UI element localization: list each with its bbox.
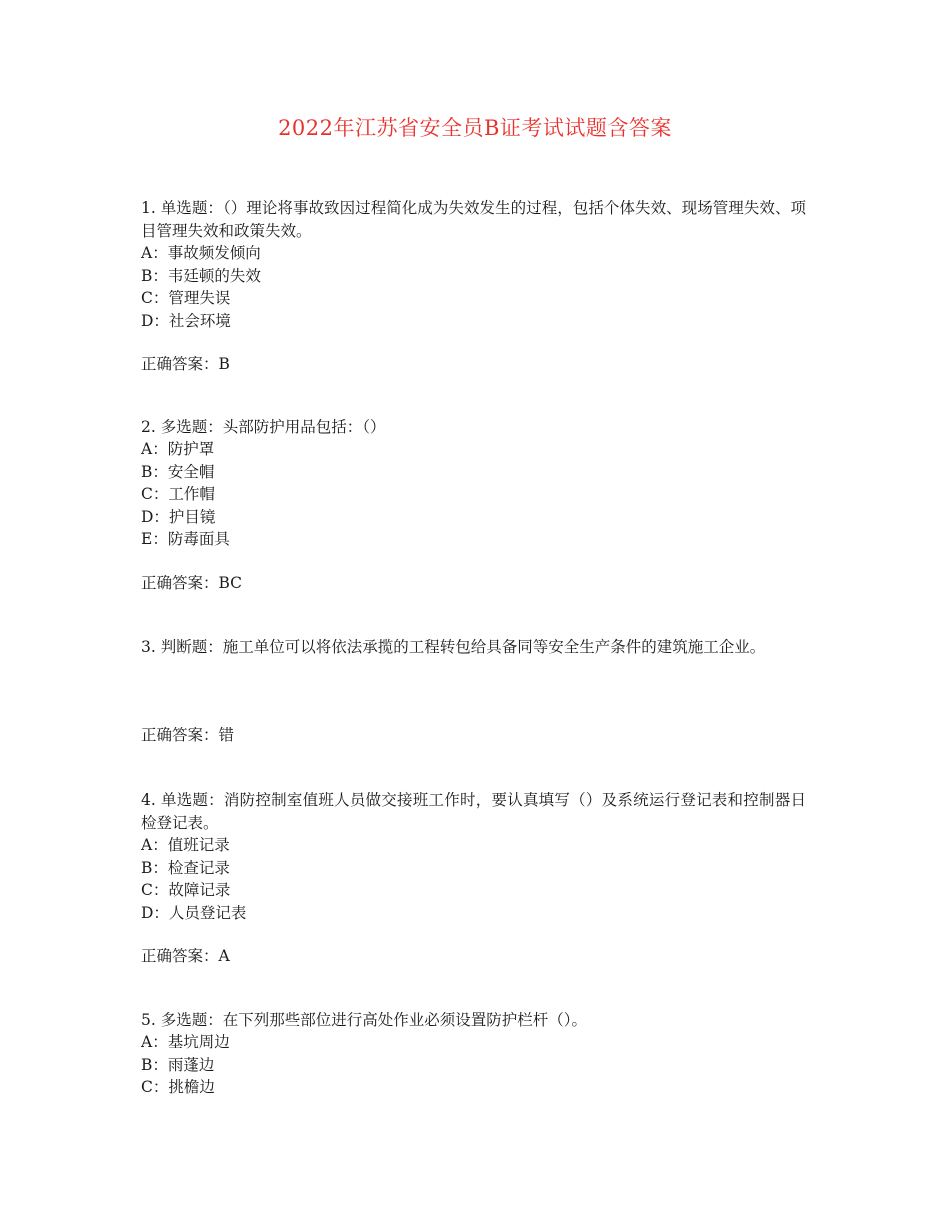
question-text: 1. 单选题：（）理论将事故致因过程简化成为失效发生的过程，包括个体失效、现场管理失效、项目管理失效和政策失效。 bbox=[141, 199, 806, 240]
question-list bbox=[141, 197, 806, 1099]
question-item bbox=[141, 789, 806, 968]
question-gap bbox=[141, 659, 806, 703]
option-item: C：管理失误 bbox=[141, 289, 231, 307]
option-list bbox=[141, 438, 806, 551]
option-item: D：护目镜 bbox=[141, 507, 216, 526]
question-text: 2. 多选题：头部防护用品包括：（） bbox=[141, 417, 386, 436]
option-item: A：防护罩 bbox=[141, 440, 215, 458]
option-list bbox=[141, 242, 806, 332]
option-item: B：安全帽 bbox=[141, 462, 215, 481]
option-list bbox=[141, 1031, 806, 1099]
option-item: E：防毒面具 bbox=[141, 530, 230, 548]
answer-text: 正确答案：A bbox=[141, 947, 230, 965]
question-item bbox=[141, 1009, 806, 1099]
option-item: B：韦廷顿的失效 bbox=[141, 266, 261, 285]
option-item: D：社会环境 bbox=[141, 311, 231, 330]
option-item: C：工作帽 bbox=[141, 485, 215, 503]
question-text: 5. 多选题：在下列那些部位进行高处作业必须设置防护栏杆（）。 bbox=[141, 1010, 587, 1029]
option-item: B：检查记录 bbox=[141, 858, 230, 877]
question-gap bbox=[141, 594, 806, 636]
question-gap bbox=[141, 968, 806, 1009]
option-item: A：基坑周边 bbox=[141, 1033, 230, 1051]
answer-text: 正确答案：错 bbox=[141, 725, 235, 744]
answer-text: 正确答案：B bbox=[141, 355, 230, 373]
option-item: A：值班记录 bbox=[141, 836, 230, 854]
question-item bbox=[141, 197, 806, 376]
question-gap bbox=[141, 376, 806, 416]
question-text: 4. 单选题：消防控制室值班人员做交接班工作时，要认真填写（）及系统运行登记表和控制器日检登记表。 bbox=[141, 791, 806, 832]
option-item: D：人员登记表 bbox=[141, 903, 247, 922]
option-item: B：雨蓬边 bbox=[141, 1055, 215, 1074]
option-item: C：故障记录 bbox=[141, 881, 231, 899]
question-item bbox=[141, 636, 806, 746]
question-item bbox=[141, 416, 806, 595]
question-gap bbox=[141, 746, 806, 789]
option-item: C：挑檐边 bbox=[141, 1078, 215, 1096]
option-list bbox=[141, 834, 806, 924]
option-item: A：事故频发倾向 bbox=[141, 244, 261, 262]
answer-text: 正确答案：BC bbox=[141, 573, 243, 592]
document-title: 2022年江苏省安全员B证考试试题含答案 bbox=[278, 116, 672, 140]
question-text: 3. 判断题：施工单位可以将依法承揽的工程转包给具备同等安全生产条件的建筑施工企业。 bbox=[141, 638, 766, 656]
